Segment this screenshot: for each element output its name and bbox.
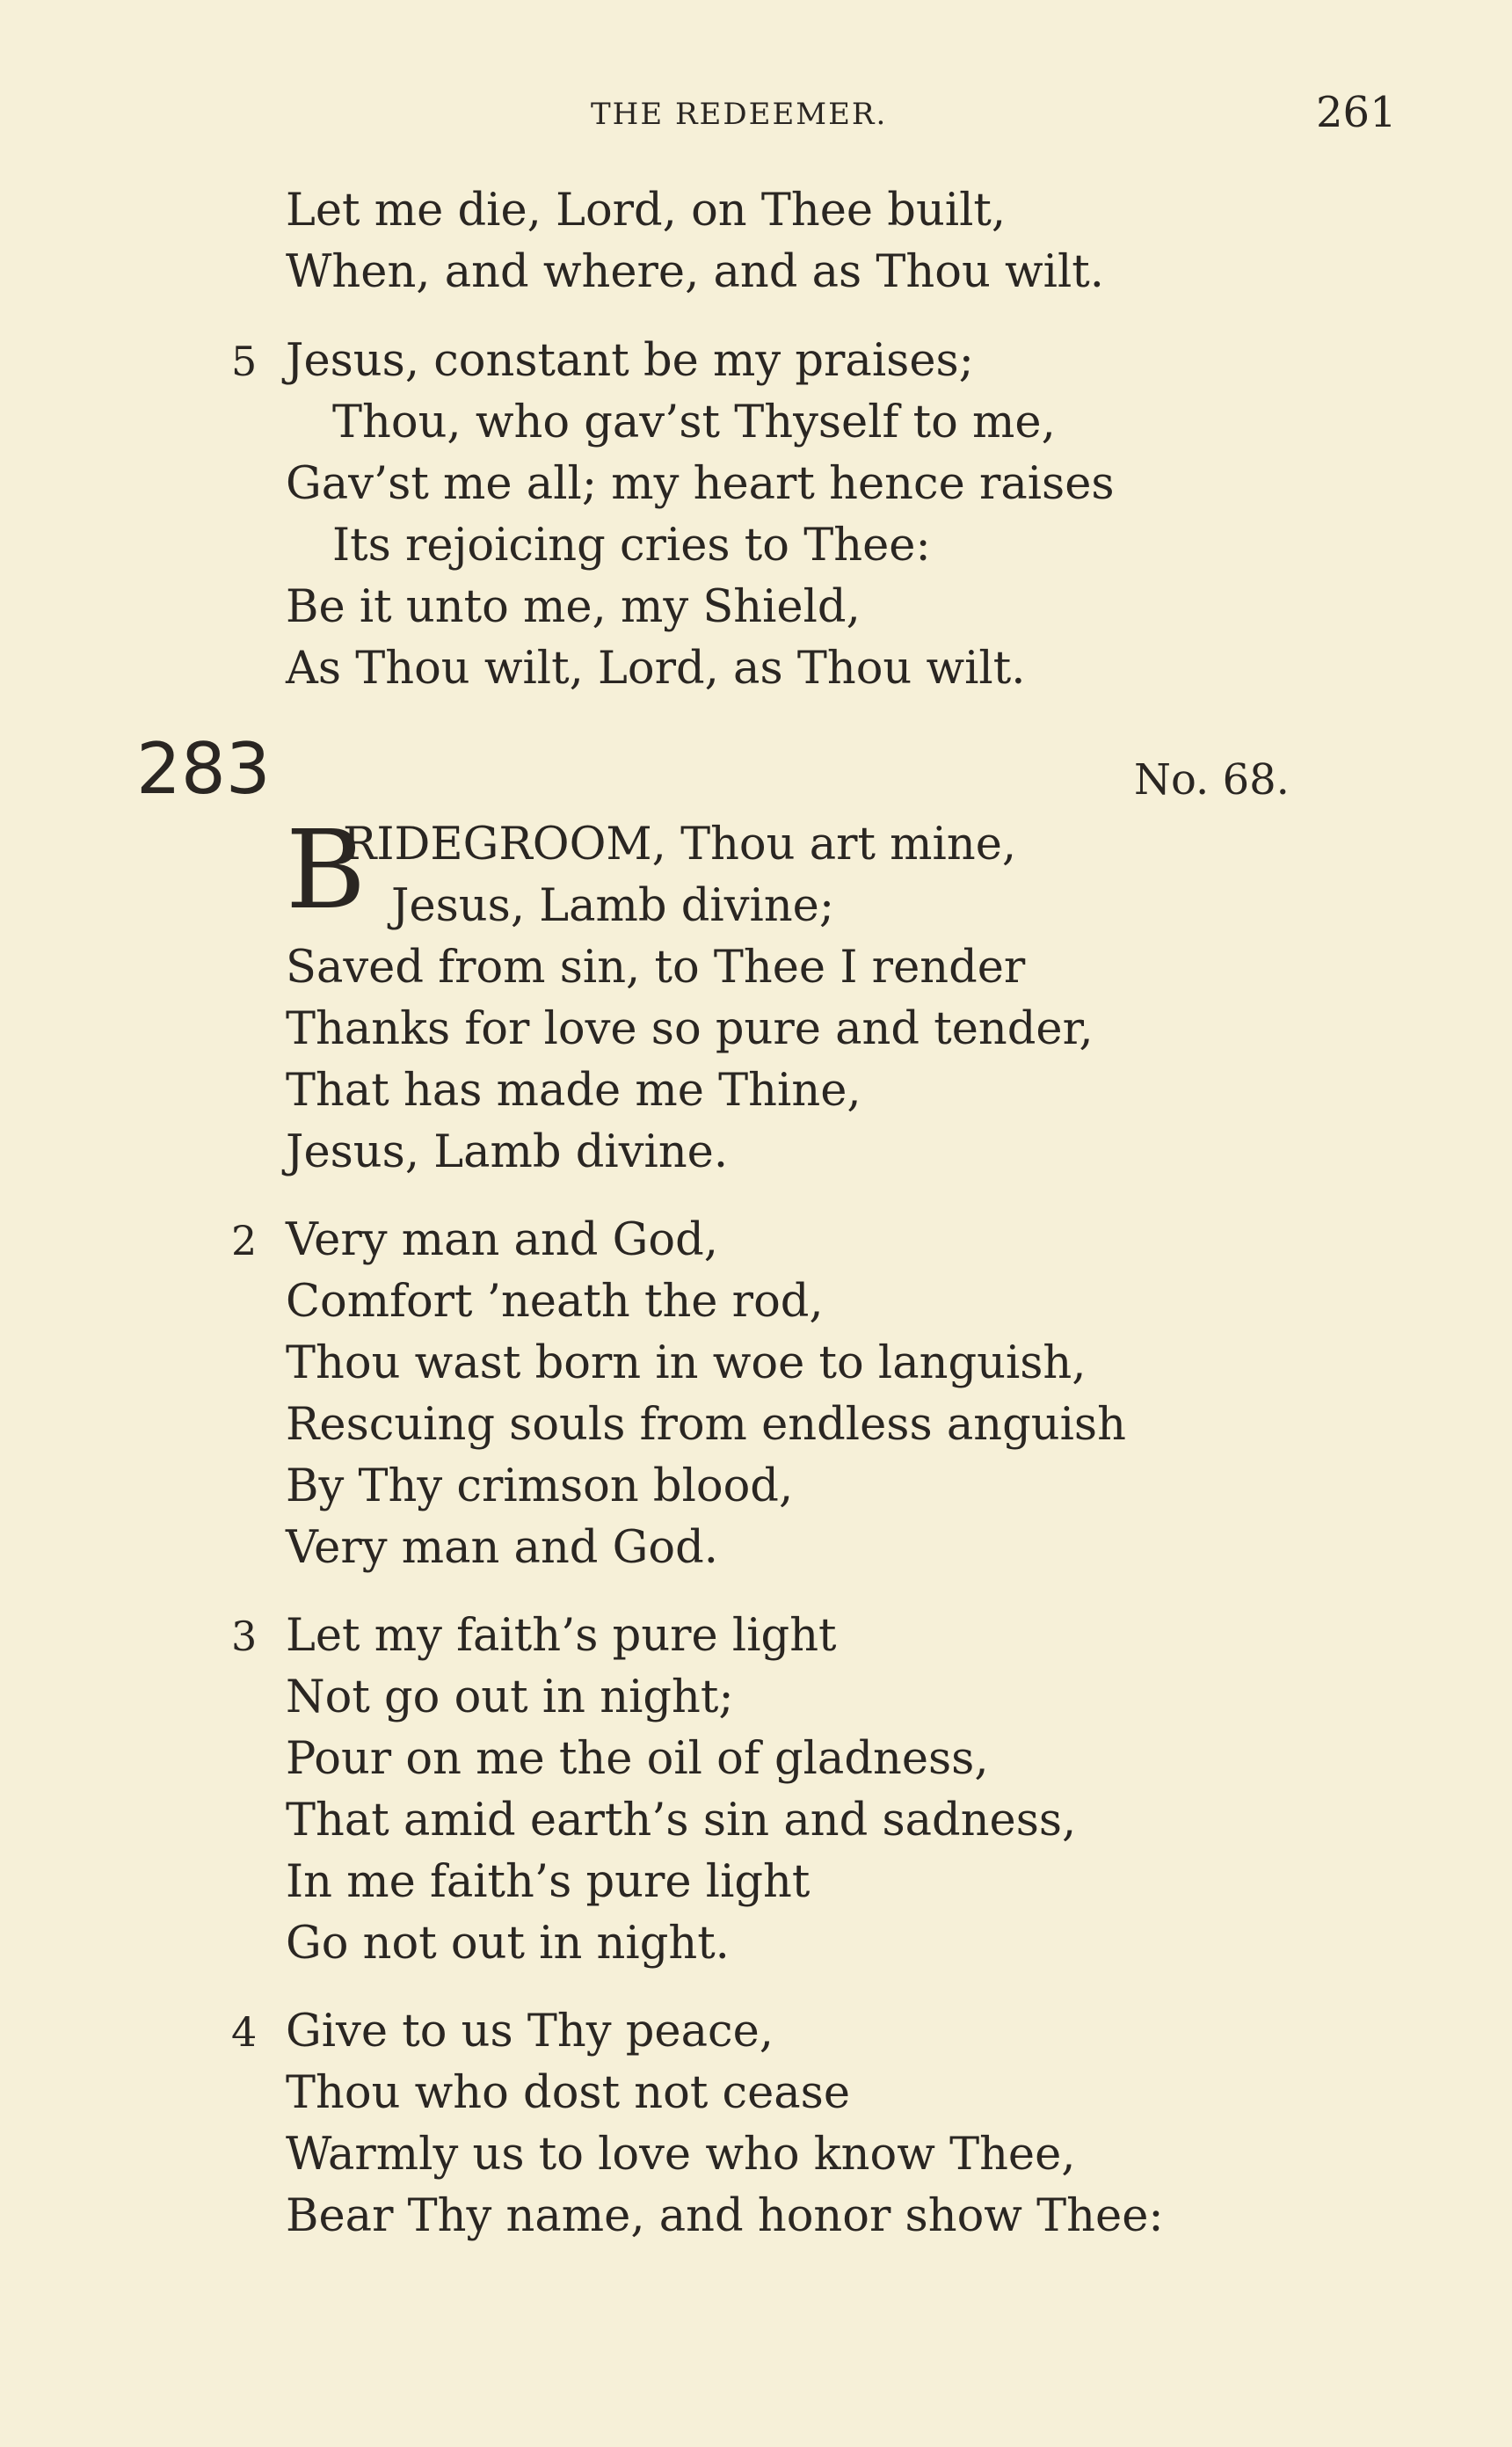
verse-line: Thou wast born in woe to languish, xyxy=(286,1337,1087,1389)
verse-line: By Thy crimson blood, xyxy=(286,1460,794,1512)
verse-line: As Thou wilt, Lord, as Thou wilt. xyxy=(286,643,1026,695)
hymn-number: 283 xyxy=(136,728,271,810)
verse-line: Rescuing souls from endless anguish xyxy=(286,1399,1126,1451)
verse-line: Its rejoicing cries to Thee: xyxy=(332,520,931,572)
verse-line: That has made me Thine, xyxy=(286,1065,861,1117)
verse-number: 2 xyxy=(231,1217,258,1264)
drop-cap: B xyxy=(286,807,367,934)
verse-line: That amid earth’s sin and sadness, xyxy=(286,1795,1077,1846)
verse-line: Go not out in night. xyxy=(286,1918,730,1970)
verse-number: 4 xyxy=(231,2008,258,2056)
verse-line: Warmly us to love who know Thee, xyxy=(286,2129,1076,2181)
verse-line: Let me die, Lord, on Thee built, xyxy=(286,185,1007,237)
verse-line: Thanks for love so pure and tender, xyxy=(286,1003,1094,1055)
page-number: 261 xyxy=(1316,88,1397,137)
tune-reference: No. 68. xyxy=(1134,755,1290,805)
verse-line: Comfort ’neath the rod, xyxy=(286,1276,824,1328)
verse-line: Give to us Thy peace, xyxy=(286,2006,774,2057)
verse-line: Be it unto me, my Shield, xyxy=(286,581,861,633)
verse-line: Jesus, Lamb divine. xyxy=(286,1126,729,1178)
verse-line: Let my faith’s pure light xyxy=(286,1610,837,1662)
verse-line: In me faith’s pure light xyxy=(286,1856,811,1908)
running-title: THE REDEEMER. xyxy=(591,97,888,132)
verse-line: When, and where, and as Thou wilt. xyxy=(286,246,1104,298)
verse-line: Very man and God. xyxy=(286,1522,718,1574)
verse-line: Not go out in night; xyxy=(286,1671,734,1723)
verse-line: Bear Thy name, and honor show Thee: xyxy=(286,2190,1164,2242)
verse-line: RIDEGROOM, Thou art mine, xyxy=(343,819,1017,870)
verse-line: Jesus, Lamb divine; xyxy=(391,880,835,932)
verse-line: Thou, who gav’st Thyself to me, xyxy=(332,397,1056,448)
verse-line: Thou who dost not cease xyxy=(286,2067,851,2119)
verse-line: Gav’st me all; my heart hence raises xyxy=(286,458,1115,510)
verse-number: 5 xyxy=(231,338,258,385)
verse-number: 3 xyxy=(231,1613,258,1660)
verse-line: Very man and God, xyxy=(286,1214,718,1266)
verse-line: Pour on me the oil of gladness, xyxy=(286,1733,989,1785)
verse-line: Jesus, constant be my praises; xyxy=(286,335,974,387)
verse-line: Saved from sin, to Thee I render xyxy=(286,942,1026,994)
